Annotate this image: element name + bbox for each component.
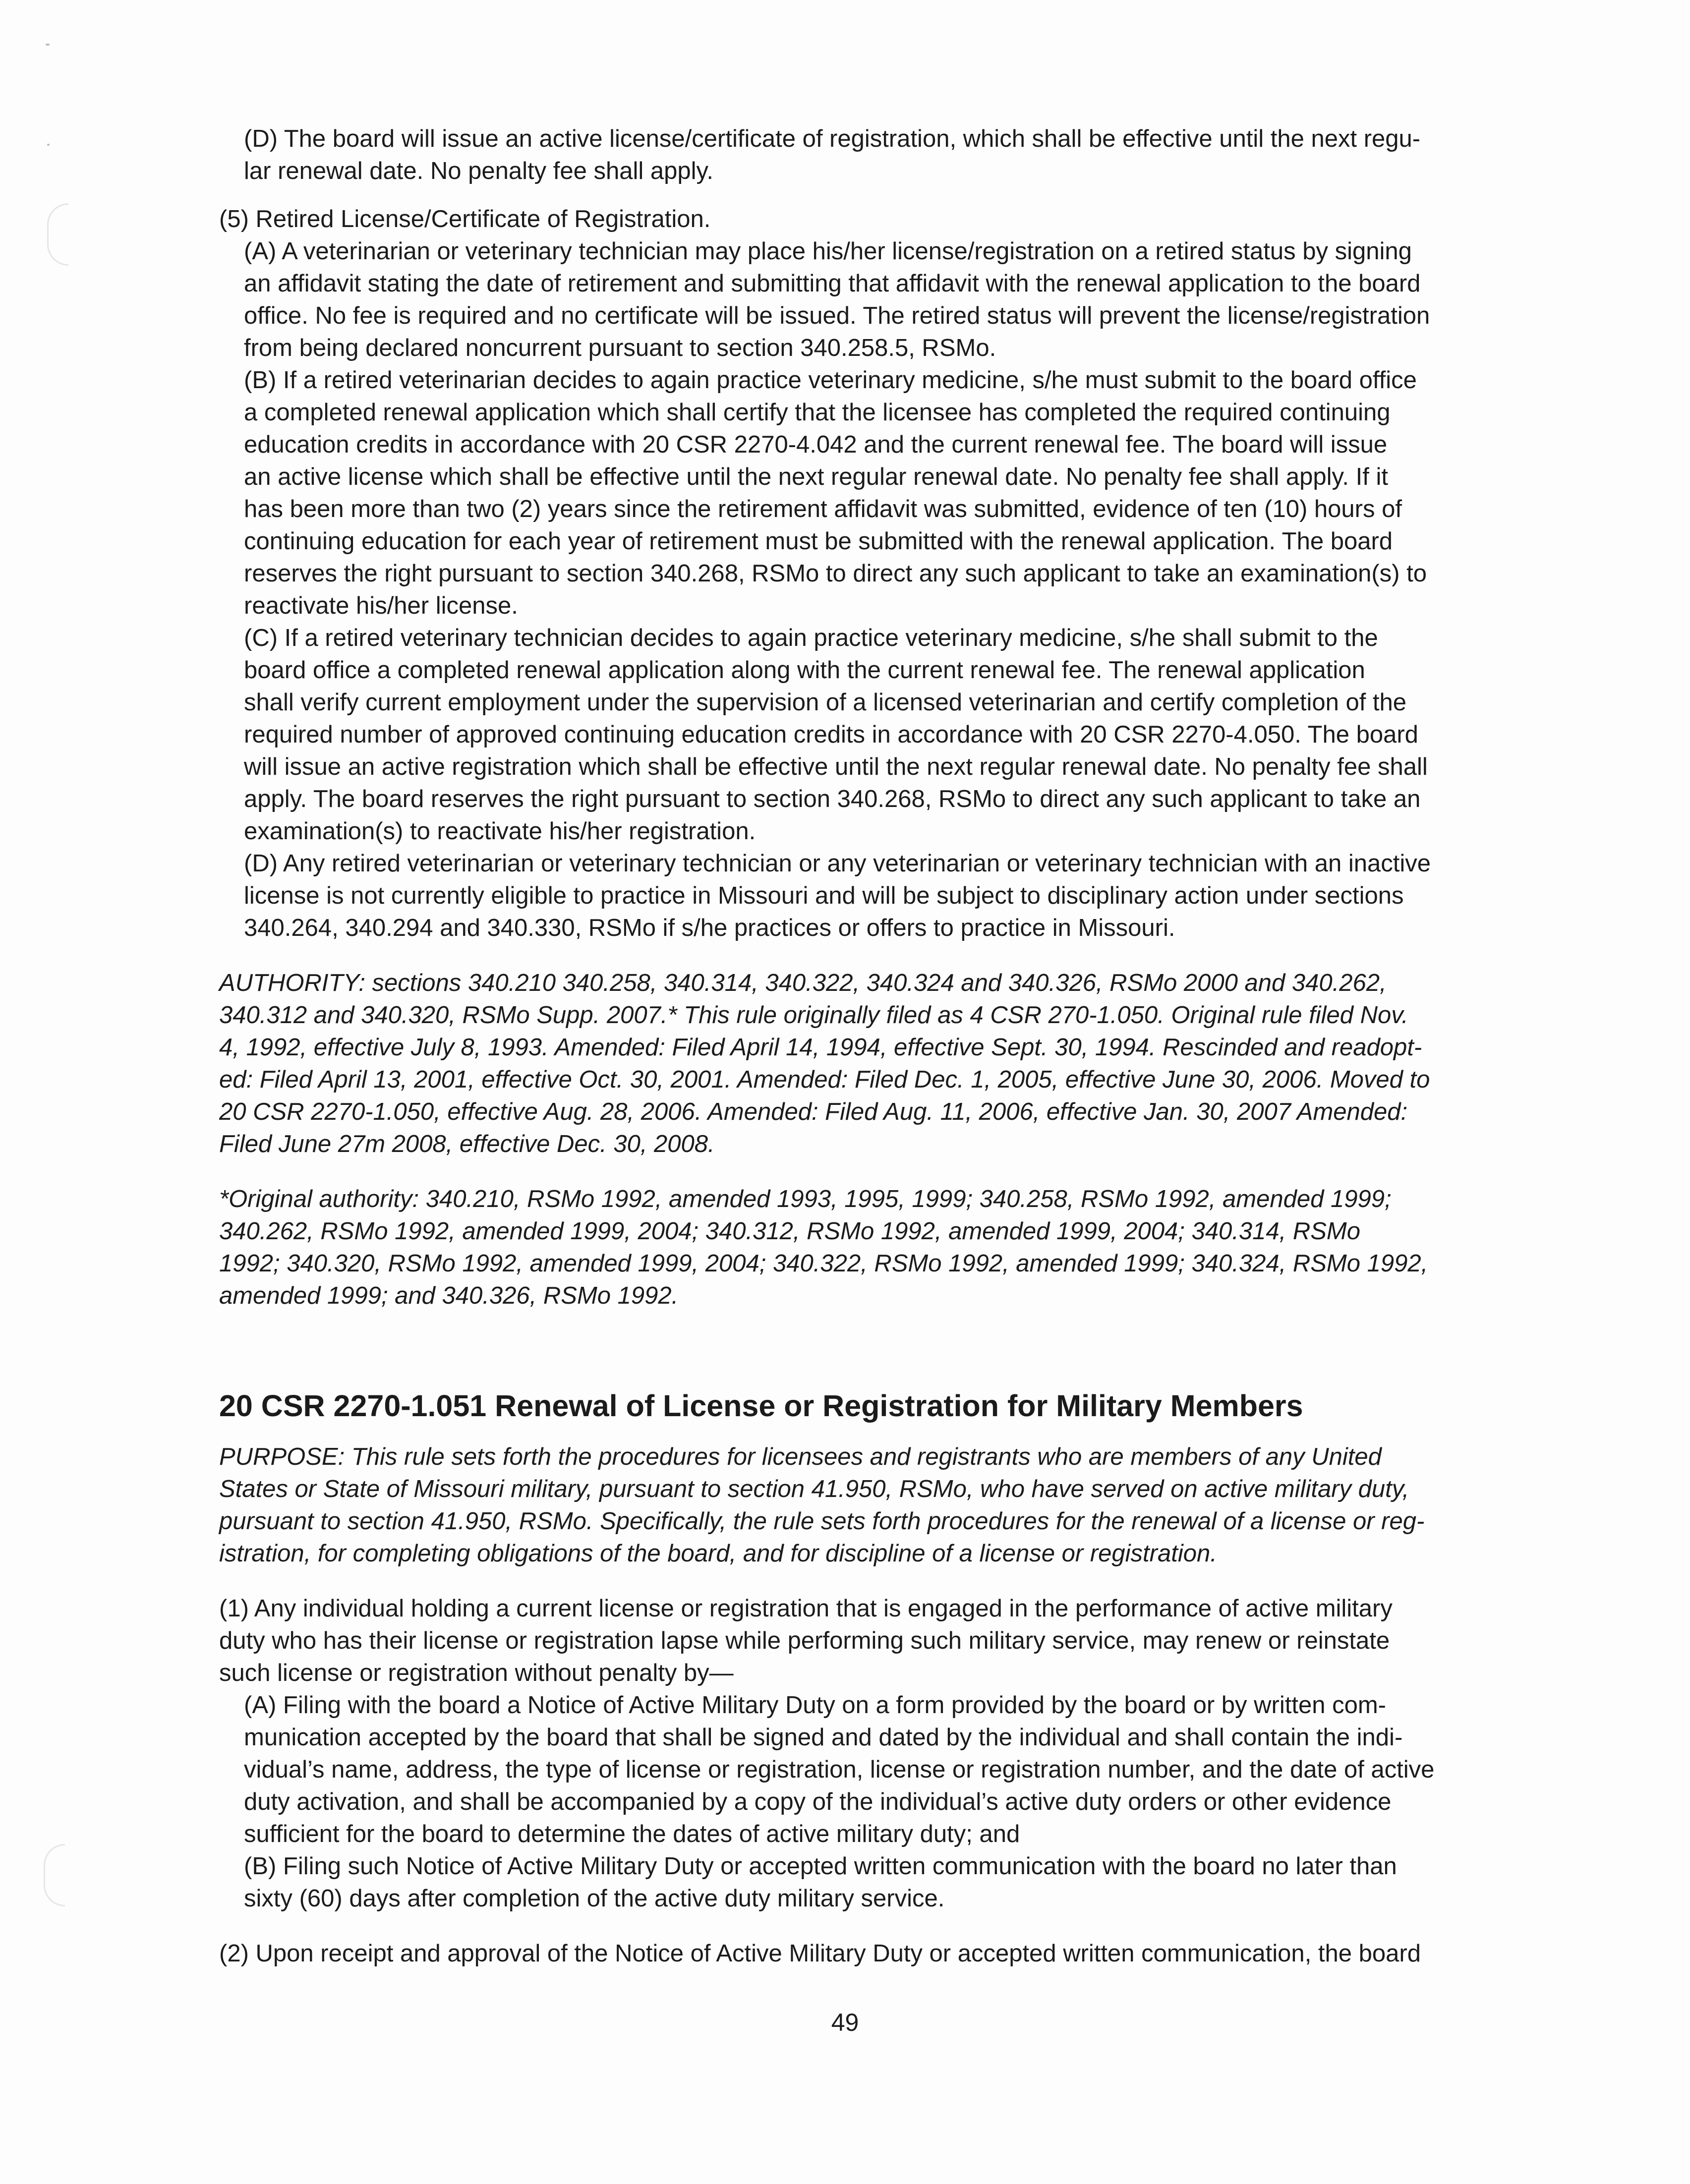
- text-line: has been more than two (2) years since the retirement affidavit was submitted, evidence of ten (10) hours of: [244, 496, 1402, 522]
- text-line: AUTHORITY: sections 340.210 340.258, 340.314, 340.322, 340.324 and 340.326, RSMo 2000 and 340.262,: [219, 970, 1387, 996]
- text-line: 340.264, 340.294 and 340.330, RSMo if s/he practices or offers to practice in Missouri.: [244, 915, 1175, 941]
- text-line: such license or registration without penalty by—: [219, 1660, 734, 1686]
- text-line: 340.312 and 340.320, RSMo Supp. 2007.* This rule originally filed as 4 CSR 270-1.050. Original rule filed Nov.: [219, 1002, 1408, 1029]
- text-line: 20 CSR 2270-1.050, effective Aug. 28, 2006. Amended: Filed Aug. 11, 2006, effective Jan. 30, 2007 Amended:: [219, 1098, 1408, 1125]
- text-line: an active license which shall be effective until the next regular renewal date. No penalty fee shall apply. If it: [244, 463, 1388, 490]
- scan-speck: [46, 44, 50, 46]
- punch-hole-shadow: [44, 1844, 65, 1906]
- section-5-title: [219, 203, 1568, 235]
- text-line: istration, for completing obligations of the board, and for discipline of a license or registration.: [219, 1540, 1217, 1567]
- paragraph-military-1b: [219, 1850, 1568, 1915]
- paragraph-5d: [219, 848, 1568, 944]
- text-line: an affidavit stating the date of retirement and submitting that affidavit with the renewal application to the board: [244, 270, 1421, 297]
- original-authority-note: [219, 1183, 1568, 1312]
- text-line: office. No fee is required and no certificate will be issued. The retired status will prevent the license/registration: [244, 302, 1430, 329]
- text-line: (A) Filing with the board a Notice of Active Military Duty on a form provided by the board or by written com-: [244, 1692, 1386, 1719]
- text-line: 4, 1992, effective July 8, 1993. Amended: Filed April 14, 1994, effective Sept. 30, 1994. Rescinded and readopt-: [219, 1034, 1422, 1061]
- rule-heading: [219, 1386, 1568, 1425]
- scan-speck: [47, 144, 50, 146]
- text-line: apply. The board reserves the right pursuant to section 340.268, RSMo to direct any such applicant to take an: [244, 786, 1421, 812]
- text-line: (D) The board will issue an active license/certificate of registration, which shall be effective until the next regu-: [244, 125, 1421, 152]
- text-line: a completed renewal application which shall certify that the licensee has completed the required continuing: [244, 399, 1391, 426]
- text-line: 1992; 340.320, RSMo 1992, amended 1999, 2004; 340.322, RSMo 1992, amended 1999; 340.324, RSMo 1992,: [219, 1250, 1428, 1277]
- document-body: [219, 123, 1568, 1970]
- purpose-statement: [219, 1441, 1568, 1570]
- text-line: duty activation, and shall be accompanied by a copy of the individual’s active duty orders or other evidence: [244, 1788, 1392, 1815]
- text-line: (1) Any individual holding a current license or registration that is engaged in the performance of active military: [219, 1595, 1393, 1622]
- text-line: shall verify current employment under the supervision of a licensed veterinarian and certify completion of the: [244, 689, 1407, 716]
- authority-note: [219, 967, 1568, 1160]
- text-line: PURPOSE: This rule sets forth the procedures for licensees and registrants who are members of any United: [219, 1443, 1382, 1470]
- text-line: vidual’s name, address, the type of license or registration, license or registration number, and the date of active: [244, 1756, 1435, 1783]
- text-line: duty who has their license or registration lapse while performing such military service, may renew or reinstate: [219, 1627, 1390, 1654]
- paragraph-5b: [219, 364, 1568, 622]
- text-line: ed: Filed April 13, 2001, effective Oct. 30, 2001. Amended: Filed Dec. 1, 2005, effective June 30, 2006. Moved to: [219, 1066, 1430, 1093]
- text-line: amended 1999; and 340.326, RSMo 1992.: [219, 1282, 679, 1309]
- paragraph-5a: [219, 235, 1568, 364]
- text-line: 340.262, RSMo 1992, amended 1999, 2004; 340.312, RSMo 1992, amended 1999, 2004; 340.314, RSMo: [219, 1218, 1360, 1245]
- text-line: education credits in accordance with 20 CSR 2270-4.042 and the current renewal fee. The board will issue: [244, 431, 1388, 458]
- text-line: sixty (60) days after completion of the active duty military service.: [244, 1885, 945, 1912]
- text-line: will issue an active registration which shall be effective until the next regular renewal date. No penalty fee shall: [244, 753, 1428, 780]
- text-line: reactivate his/her license.: [244, 592, 518, 619]
- text-line: munication accepted by the board that shall be signed and dated by the individual and shall contain the indi-: [244, 1724, 1403, 1751]
- punch-hole-shadow: [47, 203, 68, 266]
- text-line: pursuant to section 41.950, RSMo. Specifically, the rule sets forth procedures for the renewal of a license or reg-: [219, 1508, 1425, 1535]
- text-line: 20 CSR 2270-1.051 Renewal of License or Registration for Military Members: [219, 1389, 1303, 1423]
- paragraph-military-1: [219, 1593, 1568, 1689]
- text-line: (2) Upon receipt and approval of the Notice of Active Military Duty or accepted written communication, the board: [219, 1940, 1421, 1967]
- text-line: (C) If a retired veterinary technician decides to again practice veterinary medicine, s/he shall submit to the: [244, 625, 1378, 651]
- text-line: license is not currently eligible to practice in Missouri and will be subject to disciplinary action under sections: [244, 882, 1404, 909]
- text-line: from being declared noncurrent pursuant to section 340.258.5, RSMo.: [244, 335, 996, 361]
- text-line: sufficient for the board to determine the dates of active military duty; and: [244, 1821, 1020, 1847]
- text-line: Filed June 27m 2008, effective Dec. 30, 2008.: [219, 1131, 715, 1157]
- text-line: (B) Filing such Notice of Active Military Duty or accepted written communication with the board no later than: [244, 1853, 1397, 1880]
- text-line: (A) A veterinarian or veterinary technician may place his/her license/registration on a retired status by signing: [244, 238, 1412, 265]
- paragraph-military-2: [219, 1938, 1568, 1970]
- text-line: *Original authority: 340.210, RSMo 1992, amended 1993, 1995, 1999; 340.258, RSMo 1992, amended 1999;: [219, 1186, 1392, 1212]
- text-line: board office a completed renewal application along with the current renewal fee. The renewal application: [244, 657, 1365, 684]
- text-line: (D) Any retired veterinarian or veterinary technician or any veterinarian or veterinary technician with an inactive: [244, 850, 1431, 877]
- paragraph-military-1a: [219, 1689, 1568, 1850]
- paragraph-5c: [219, 622, 1568, 848]
- text-line: (5) Retired License/Certificate of Registration.: [219, 206, 711, 232]
- text-line: States or State of Missouri military, pursuant to section 41.950, RSMo, who have served on active military duty,: [219, 1476, 1409, 1502]
- text-line: continuing education for each year of retirement must be submitted with the renewal application. The board: [244, 528, 1393, 555]
- text-line: examination(s) to reactivate his/her registration.: [244, 818, 756, 845]
- paragraph-d-renewal: [219, 123, 1568, 187]
- text-line: reserves the right pursuant to section 340.268, RSMo to direct any such applicant to take an examination(s) to: [244, 560, 1427, 587]
- text-line: required number of approved continuing education credits in accordance with 20 CSR 2270-4.050. The board: [244, 721, 1418, 748]
- text-line: lar renewal date. No penalty fee shall apply.: [244, 158, 713, 184]
- text-line: (B) If a retired veterinarian decides to again practice veterinary medicine, s/he must submit to the board office: [244, 367, 1417, 394]
- page-number: 49: [831, 2009, 859, 2036]
